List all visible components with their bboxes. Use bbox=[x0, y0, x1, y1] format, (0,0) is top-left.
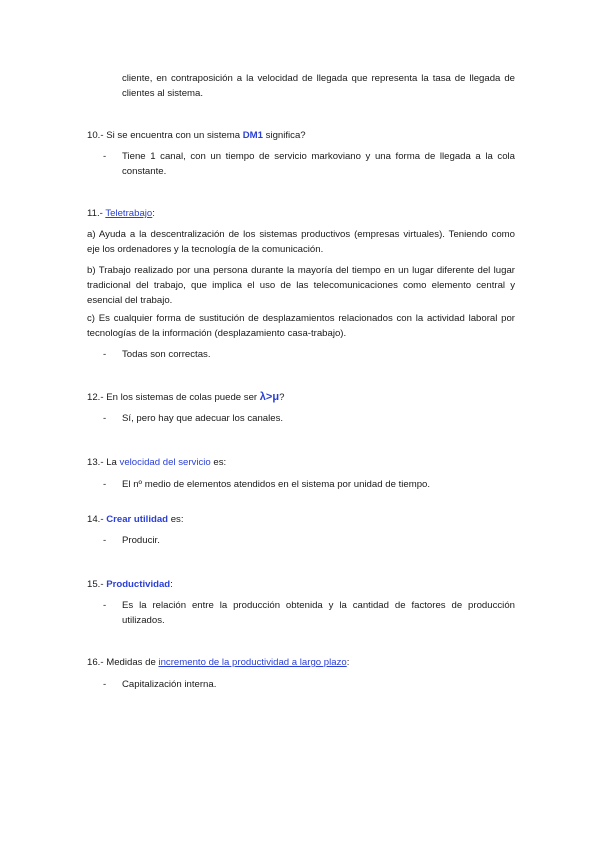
answer-11 bbox=[87, 347, 515, 362]
question-15-suffix: : bbox=[170, 579, 173, 590]
answer-12-text: Sí, pero hay que adecuar los canales. bbox=[122, 413, 284, 424]
question-15-prefix: 15.- bbox=[87, 579, 107, 590]
question-11-suffix: : bbox=[152, 208, 155, 219]
answer-dash: - bbox=[103, 600, 107, 611]
answer-10-text: Tiene 1 canal, con un tiempo de servicio markoviano y una forma de llegada a la cola constante. bbox=[122, 151, 515, 177]
answer-dash: - bbox=[103, 479, 107, 490]
question-12-suffix: ? bbox=[279, 392, 285, 403]
question-13-suffix: es: bbox=[210, 457, 227, 468]
question-16-suffix: : bbox=[346, 657, 350, 668]
question-13-prefix: 13.- La bbox=[87, 457, 120, 468]
answer-14-text: Producir. bbox=[122, 535, 160, 546]
answer-15 bbox=[87, 598, 515, 628]
answer-14 bbox=[87, 533, 515, 548]
question-15 bbox=[87, 577, 515, 592]
question-10 bbox=[87, 128, 515, 143]
question-15-term: Productividad bbox=[106, 579, 171, 590]
question-11 bbox=[87, 206, 515, 221]
question-10-prefix: 10.- Si se encuentra con un sistema bbox=[87, 130, 243, 141]
answer-13-text: El nº medio de elementos atendidos en el sistema por unidad de tiempo. bbox=[122, 479, 431, 490]
question-10-suffix: significa? bbox=[262, 130, 306, 141]
answer-dash: - bbox=[103, 413, 107, 424]
answer-16-text: Capitalización interna. bbox=[122, 679, 217, 690]
option-b: b) Trabajo realizado por una persona durante la mayoría del tiempo en un lugar diferente del lugar tradicional del trabajo, que implica el uso de las telecomunicaciones como elemento central y esencial del trabajo. bbox=[87, 265, 515, 306]
question-14-term: Crear utilidad bbox=[106, 514, 169, 525]
continuation-text: cliente, en contraposición a la velocidad de llegada que representa la tasa de llegada de clientes al sistema. bbox=[122, 73, 515, 99]
question-10-term: DM1 bbox=[242, 130, 263, 141]
question-16 bbox=[87, 655, 515, 670]
question-14 bbox=[87, 512, 515, 527]
option-c: c) Es cualquier forma de sustitución de desplazamientos relacionados con la actividad laboral por tecnologías de la información (desplazamiento casa-trabajo). bbox=[87, 313, 515, 339]
option-a: a) Ayuda a la descentralización de los sistemas productivos (empresas virtuales). Teniendo como eje los ordenadores y la tecnología de la comunicación. bbox=[87, 229, 515, 255]
question-13 bbox=[87, 455, 515, 470]
question-16-term: incremento de la productividad a largo plazo bbox=[158, 657, 347, 668]
answer-dash: - bbox=[103, 151, 107, 162]
question-13-term: velocidad del servicio bbox=[119, 457, 211, 468]
answer-11-text: Todas son correctas. bbox=[122, 349, 211, 360]
question-11-term: Teletrabajo bbox=[105, 208, 153, 219]
question-12-prefix: 12.- En los sistemas de colas puede ser bbox=[87, 392, 260, 403]
question-16-prefix: 16.- Medidas de bbox=[87, 657, 159, 668]
answer-dash: - bbox=[103, 679, 107, 690]
answer-16 bbox=[87, 677, 515, 692]
answer-dash: - bbox=[103, 349, 107, 360]
question-14-prefix: 14.- bbox=[87, 514, 107, 525]
answer-12 bbox=[87, 411, 515, 426]
question-12 bbox=[87, 390, 515, 405]
answer-dash: - bbox=[103, 535, 107, 546]
answer-13 bbox=[87, 477, 515, 492]
question-12-term: λ>μ bbox=[259, 391, 280, 403]
question-11-prefix: 11.- bbox=[87, 208, 106, 219]
answer-15-text: Es la relación entre la producción obtenida y la cantidad de factores de producción utilizados. bbox=[122, 600, 515, 626]
question-14-suffix: es: bbox=[168, 514, 184, 525]
answer-10 bbox=[87, 149, 515, 179]
